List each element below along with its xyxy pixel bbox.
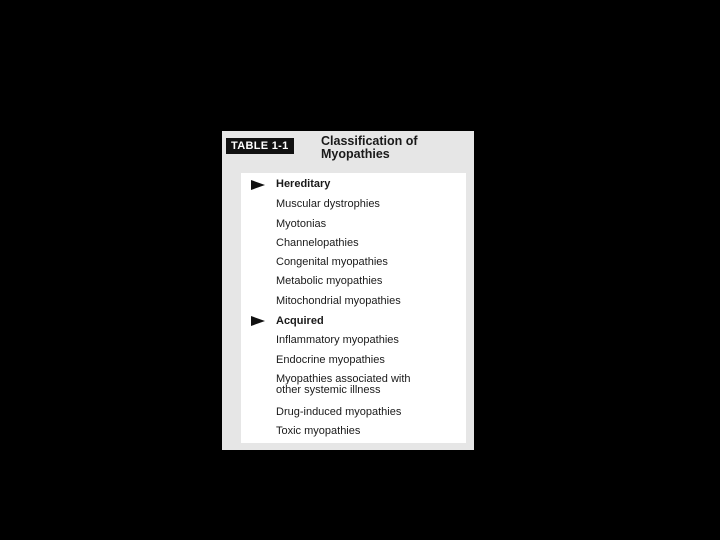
list-item: Mitochondrial myopathies	[276, 295, 401, 307]
section-heading-acquired: Acquired	[276, 315, 324, 327]
table-title-line-2: Myopathies	[321, 147, 390, 161]
list-item: Drug-induced myopathies	[276, 406, 402, 418]
triangle-right-icon	[251, 180, 265, 190]
list-item: Toxic myopathies	[276, 425, 361, 437]
classification-table	[222, 131, 474, 450]
triangle-right-icon	[251, 316, 265, 326]
list-item: Muscular dystrophies	[276, 198, 380, 210]
list-item: Endocrine myopathies	[276, 354, 385, 366]
list-item: Congenital myopathies	[276, 256, 388, 268]
table-title	[321, 135, 471, 161]
section-heading-hereditary: Hereditary	[276, 178, 331, 190]
table-header	[222, 131, 474, 169]
list-item: Channelopathies	[276, 237, 359, 249]
list-item: Inflammatory myopathies	[276, 334, 399, 346]
table-label: TABLE 1-1	[226, 138, 294, 154]
list-item: Metabolic myopathies	[276, 275, 383, 287]
table-title-line-1: Classification of	[321, 134, 418, 148]
list-item: other systemic illness	[276, 384, 381, 396]
list-item: Myopathies associated with	[276, 373, 411, 385]
list-item: Myotonias	[276, 218, 327, 230]
table-body	[241, 173, 466, 443]
